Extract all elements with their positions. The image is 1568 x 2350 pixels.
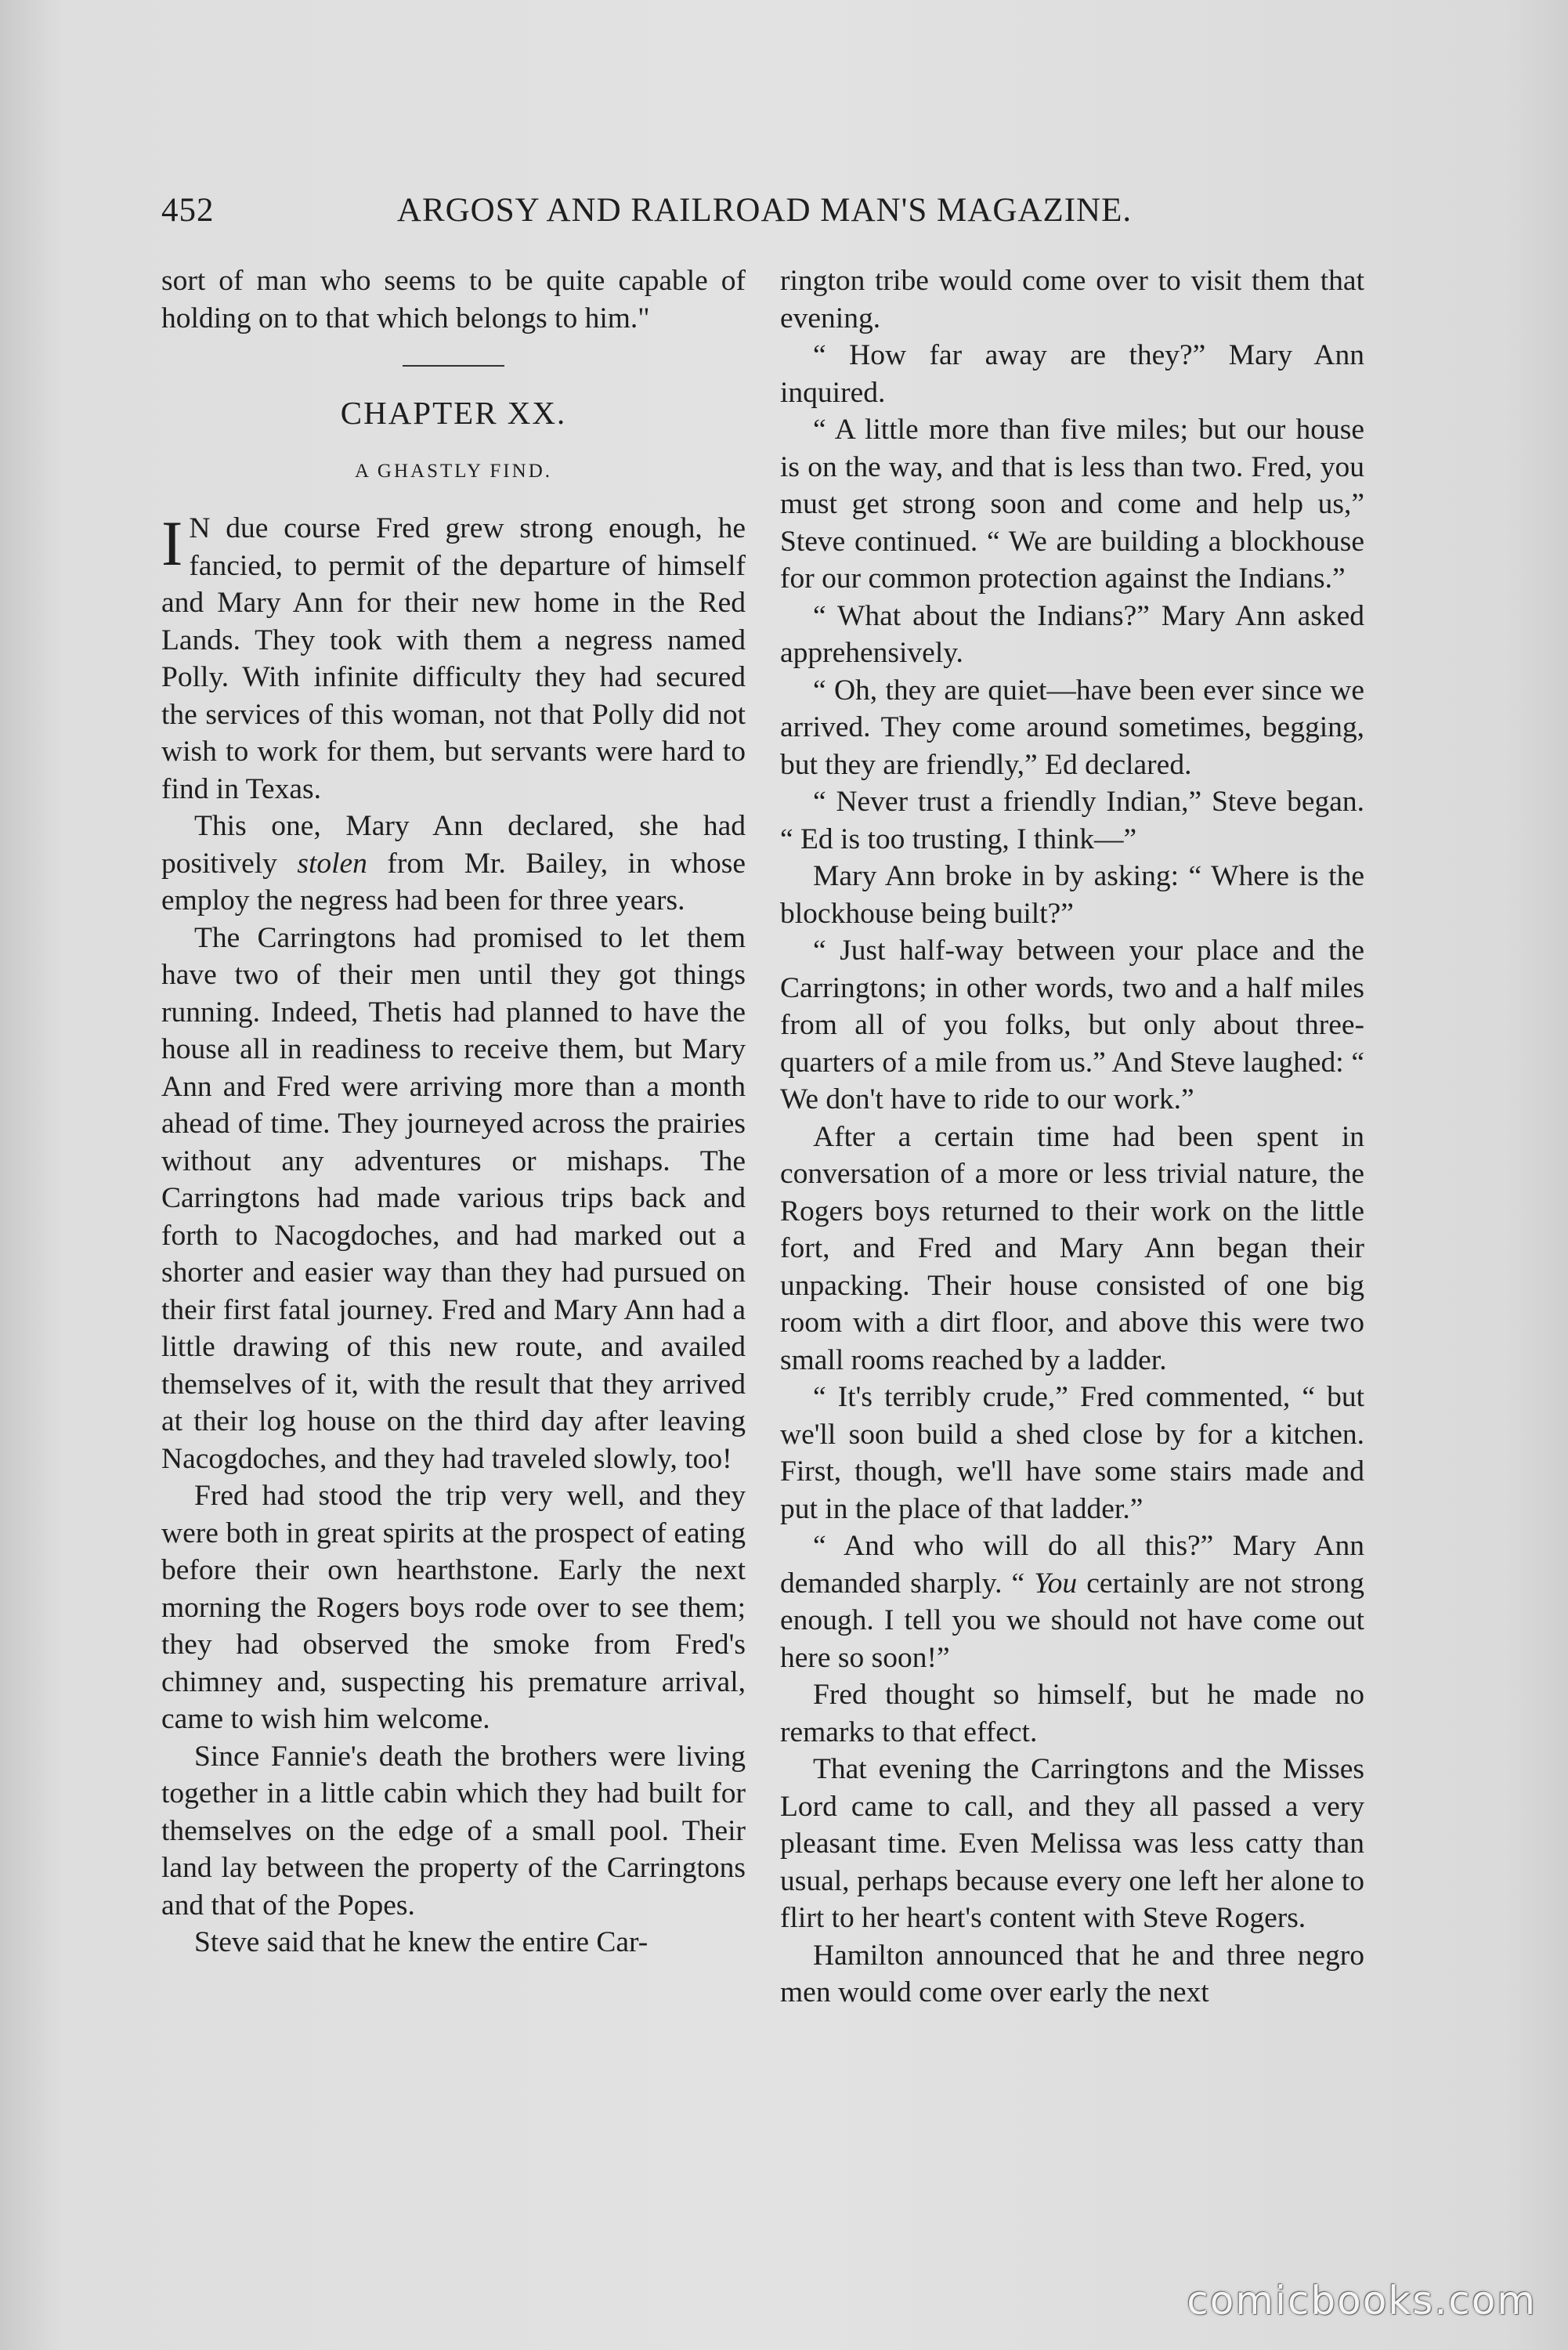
paragraph: “ Oh, they are quiet—have been ever since we arrived. They come around sometimes, begging, but they are friendly,” Ed declared. (780, 674, 1364, 781)
paragraph: Fred had stood the trip very well, and they were both in great spirits at the prospect of eating before their own hearthstone. Early the next morning the Rogers boys rode over to see them; they had observed the smoke from Fred's chimney and, suspecting his premature arrival, came to wish him welcome. (161, 1480, 746, 1735)
paragraph: “ What about the Indians?” Mary Ann asked apprehensively. (780, 599, 1364, 669)
chapter-heading: CHAPTER XX. (340, 395, 567, 431)
paragraph: “ And who will do all this?” Mary Ann demanded sharply. “ You certainly are not strong enough. I tell you we should not have come out here so soon!” (780, 1530, 1364, 1674)
opening-paragraph-text: N due course Fred grew strong enough, he fancied, to permit of the departure of himself and Mary Ann for their new home in the Red Lands. They took with them a negress named Polly. With infinite difficulty they had secured the services of this woman, not that Polly did not wish to work for them, but servants were hard to find in Texas. (161, 512, 746, 805)
right-column (780, 262, 1364, 2012)
drop-cap: I (161, 508, 183, 579)
continued-paragraph: sort of man who seems to be quite capable of holding on to that which belongs to him." (161, 265, 746, 334)
magazine-title: ARGOSY AND RAILROAD MAN'S MAGAZINE. (396, 192, 1133, 229)
page-header (161, 191, 1367, 238)
italic-word: You (1034, 1567, 1078, 1600)
paragraph: Since Fannie's death the brothers were living together in a little cabin which they had built for themselves on the edge of a small pool. Their land lay between the property of the Carringtons and that of the Popes. (161, 1740, 746, 1922)
right-paragraphs-b (780, 1676, 1364, 2012)
paragraph: That evening the Carringtons and the Misses Lord came to call, and they all passed a very pleasant time. Even Melissa was less catty than usual, perhaps because every one left her alone to flirt to her heart's content with Steve Rogers. (780, 1753, 1364, 1934)
paragraph: “ Just half-way between your place and the Carringtons; in other words, two and a half miles from all of you folks, but only about three-quarters of a mile from us.” And Steve laughed: “ We don't have to ride to our work.” (780, 935, 1364, 1115)
paragraph: “ A little more than five miles; but our house is on the way, and that is less than two. Fred, you must get strong soon and come and help us,” Steve continued. “ We are building a blockhouse for our common protection against the Indians.” (780, 414, 1364, 595)
paragraph: “ How far away are they?” Mary Ann inquired. (780, 339, 1364, 409)
paragraph: After a certain time had been spent in conversation of a more or less trivial nature, the Rogers boys returned to their work on the little fort, and Fred and Mary Ann began their unpacking. Their house consisted of one big room with a dirt floor, and above this were two small rooms reached by a ladder. (780, 1120, 1364, 1376)
site-watermark: comicbooks.com (1187, 2278, 1537, 2323)
paragraph: Fred thought so himself, but he made no remarks to that effect. (780, 1679, 1364, 1748)
italic-word: stolen (297, 847, 367, 880)
paragraph: Hamilton announced that he and three negro men would come over early the next (780, 1939, 1364, 2008)
chapter-subtitle: A GHASTLY FIND. (355, 460, 552, 482)
opening-paragraph (161, 510, 746, 808)
paragraph: Mary Ann broke in by asking: “ Where is the blockhouse being built?” (780, 860, 1364, 930)
paragraph: This one, Mary Ann declared, she had positively stolen from Mr. Bailey, in whose employ the negress had been for three years. (161, 810, 746, 916)
left-column (161, 262, 746, 1961)
paragraph: “ It's terribly crude,” Fred commented, “ but we'll soon build a shed close by for a kitchen. First, though, we'll have some stairs made and put in the place of that ladder.” (780, 1381, 1364, 1525)
left-paragraphs (161, 920, 746, 1961)
paragraph: “ Never trust a friendly Indian,” Steve began. “ Ed is too trusting, I think—” (780, 786, 1364, 855)
page-number: 452 (161, 192, 215, 229)
section-divider (403, 365, 504, 367)
paragraph: rington tribe would come over to visit them that evening. (780, 265, 1364, 334)
right-paragraphs-a (780, 262, 1364, 1528)
paragraph: The Carringtons had promised to let them have two of their men until they got things running. Indeed, Thetis had planned to have the house all in readiness to receive them, but Mary Ann and Fred were arriving more than a month ahead of time. They journeyed across the prairies without any adventures or mishaps. The Carringtons had made various trips back and forth to Nacogdoches, and had marked out a shorter and easier way than they had pursued on their first fatal journey. Fred and Mary Ann had a little drawing of this new route, and availed themselves of it, with the result that they arrived at their log house on the third day after leaving Nacogdoches, and they had traveled slowly, too! (161, 921, 746, 1475)
paragraph: Steve said that he knew the entire Car- (194, 1926, 649, 1958)
